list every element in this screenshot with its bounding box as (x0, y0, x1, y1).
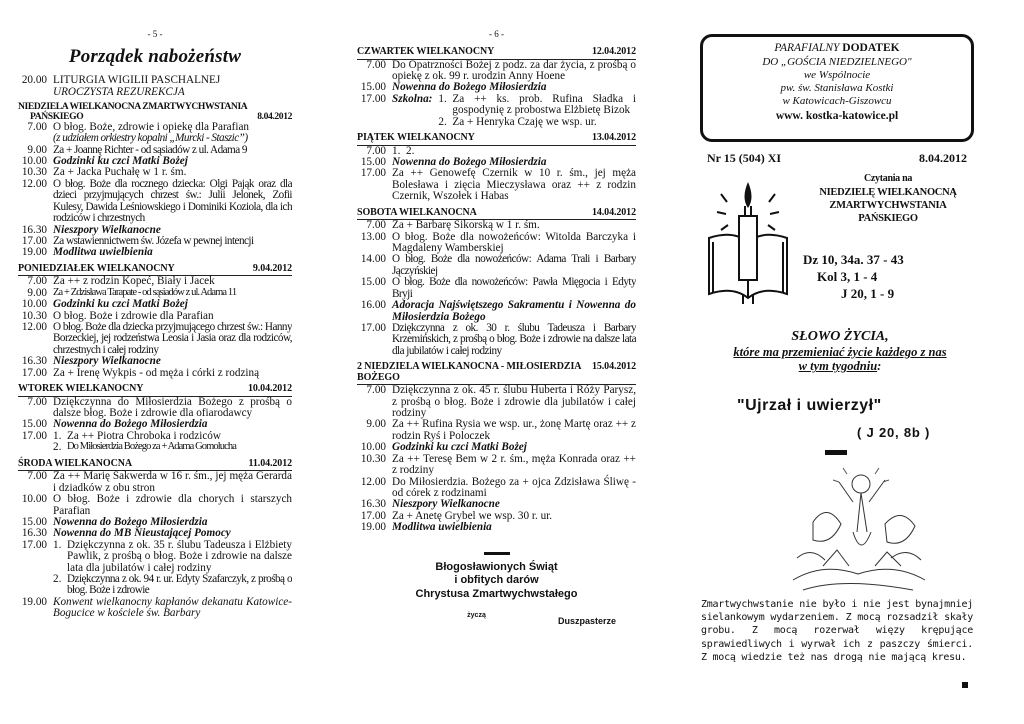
mass-entry (18, 356, 292, 367)
mass-time: 7.00 (366, 219, 386, 232)
day-date: 11.04.2012 (248, 457, 292, 469)
bible-candle-icon (703, 176, 793, 308)
mass-sub-entry (438, 94, 636, 117)
day-header (357, 362, 636, 385)
mass-intention: Godzinki ku czci Matki Bożej (53, 298, 188, 311)
mass-time: 17.00 (21, 235, 47, 247)
mass-intention: Nieszpory Wielkanocne (53, 223, 161, 236)
day-title: CZWARTEK WIELKANOCNY (357, 46, 495, 57)
middle-page (357, 0, 636, 724)
mass-time: 17.00 (360, 321, 386, 334)
mass-time: 12.00 (21, 321, 47, 334)
page-number-left: - 5 - (147, 29, 163, 39)
day-header (18, 102, 292, 122)
mass-time: 15.00 (360, 155, 386, 168)
mass-time: 17.00 (360, 167, 386, 180)
mass-intention: Za ++ Piotra Chroboka i rodziców (67, 429, 221, 442)
sub-number: 2. (438, 115, 447, 128)
mass-intention: O błog. Boże dla nowożeńców: Adama Trali i Barbary Jączyńskiej (392, 253, 636, 277)
mass-time: 19.00 (21, 246, 47, 259)
mass-time: 7.00 (366, 144, 386, 157)
day-title: PIĄTEK WIELKANOCNY (357, 132, 475, 144)
mass-entry (18, 368, 292, 379)
mass-intention: Nowenna do Bożego Miłosierdzia (53, 418, 208, 431)
mass-intention: Nowenna do Bożego Miłosierdzia (53, 515, 208, 528)
mass-entry (357, 522, 636, 533)
day-date: 10.04.2012 (247, 383, 292, 395)
mass-intention: Adoracja Najświętszego Sakramentu i Nowenna do Miłosierdzia Bożego (392, 299, 636, 323)
reading-ref-1: Dz 10, 34a. 37 - 43 (803, 252, 904, 267)
mass-intention: Za ++ Genowefę Czernik w 10 r. śm., jej męża Bolesława i zięcia Mieczysława oraz ++ z rodzin Czernik, Wszołek i Habas (392, 167, 636, 203)
mass-intention: Dziękczynna z ok. 35 r. ślubu Tadeusza i Elżbiety Pawlik, z prośbą o błog. Boże i zdrowie na dalsze lata dla jubilatów i całej rodziny (67, 538, 292, 574)
mass-lead: Szkolna: (392, 92, 433, 105)
mass-entry (357, 94, 636, 128)
mass-intention: Dziękczynna z ok. 30 r. ślubu Tadeusza i Barbary Krzemińskich, z prośbą o błog. Boże i zdrowie na dalsze lata dla jubilatów i całej rodziny (392, 321, 636, 357)
signature: Duszpasterze (557, 616, 616, 627)
page-number-middle: - 6 - (489, 29, 504, 39)
masthead-line-1 (703, 42, 971, 56)
wishes-from: życzą (467, 611, 486, 619)
mass-entry (18, 397, 292, 420)
mass-intention: Nieszpory Wielkanocne (53, 355, 161, 368)
left-page (18, 0, 292, 724)
mass-intention: Za + Henryka Czaję we wsp. ur. (452, 115, 597, 128)
sub-number: 1. (53, 429, 62, 442)
mass-intention: O błog. Boże, zdrowie i opiekę dla Parafian (53, 120, 250, 133)
day-title: NIEDZIELA WIELKANOCNA ZMARTWYCHWSTANIA (18, 101, 248, 113)
mass-time: 20.00 (21, 74, 47, 87)
mass-intention: Za + Zdzisława Tarapate - od sąsiadów z ul. Adama 11 (53, 286, 237, 298)
readings-heading (793, 173, 983, 225)
mass-intention: Za ++ Teresę Bem w 2 r. śm., męża Konrada oraz ++ z rodziny (392, 452, 636, 477)
mass-intention: O błog. Boże dla nowożeńców: Witolda Barczyka i Magdaleny Wamberskiej (392, 230, 636, 254)
mass-time: 17.00 (360, 92, 386, 105)
masthead-line-5: w Katowicach-Giszowcu (782, 95, 892, 108)
mass-intention: Za ++ Rufina Rysia we wsp. ur., żonę Martę oraz ++ z rodzin Ryś i Poloczek (392, 418, 636, 442)
mass-entry (357, 419, 636, 442)
reading-ref-2: Kol 3, 1 - 4 (817, 268, 878, 284)
mass-time: 17.00 (21, 429, 47, 442)
mass-intention: UROCZYSTA REZUREKCJA (53, 85, 185, 98)
readings-line-2: NIEDZIELĘ WIELKANOCNĄ (819, 186, 957, 198)
mass-time: 15.00 (21, 515, 47, 528)
mass-time: 10.00 (21, 155, 47, 168)
mass-sub-entry (53, 442, 292, 453)
day-title: SOBOTA WIELKANOCNA (357, 206, 477, 218)
wish-line-2: i obfitych darów (454, 574, 539, 587)
mass-time: 17.00 (21, 366, 47, 379)
mass-entry (357, 300, 636, 323)
word-of-life-title: SŁOWO ŻYCIA, (791, 329, 889, 344)
mass-intention: Za wstawiennictwem św. Józefa w pewnej intencji (53, 235, 254, 247)
wish-line-3: Chrystusa Zmartwychwstałego (415, 588, 578, 601)
word-of-life-colon: : (877, 359, 882, 374)
left-schedule (18, 75, 292, 619)
mass-intention: Modlitwa uwielbienia (53, 246, 153, 259)
mass-time: 16.00 (360, 299, 386, 312)
mass-entry (357, 220, 636, 231)
mass-entry (357, 277, 636, 300)
resurrection-illustration (783, 462, 933, 592)
mass-intention: 2. (406, 144, 415, 157)
mass-entry (18, 133, 292, 144)
mass-intention: Dziękczynna z ok. 94 r. ur. Edyty Szafarczyk, z prośbą o błog. Boże i zdrowie (67, 573, 292, 597)
mass-intention: Za + Irenę Wykpis - od męża i córki z rodziną (53, 366, 260, 379)
masthead-box (700, 34, 974, 142)
mass-intention: Za + Anetę Grybel we wsp. 30 r. ur. (392, 509, 553, 522)
word-of-life-sub-1: które ma przemieniać życie każdego z nas (733, 345, 947, 360)
mass-intention: (z udziałem orkiestry kopalni „Murcki - Staszic”) (53, 132, 248, 145)
sub-number: 2. (53, 441, 62, 454)
easter-wishes (357, 561, 636, 602)
issue-date: 8.04.2012 (919, 151, 967, 165)
mass-intention: Do Opatrzności Bożej z podz. za dar życia, z prośbą o opiekę z ok. 99 r. urodzin Anny Hoene (392, 58, 636, 82)
divider-dash (484, 552, 510, 555)
masthead-bold: DODATEK (842, 42, 900, 54)
masthead-line-3: we Wspólnocie (803, 68, 871, 81)
mass-time: 17.00 (360, 509, 386, 522)
mass-time: 13.00 (360, 230, 386, 243)
mass-time: 12.00 (360, 475, 386, 488)
reading-ref-3: J 20, 1 - 9 (841, 285, 895, 301)
masthead-prefix: PARAFIALNY (774, 42, 840, 54)
day-title: WTOREK WIELKANOCNY (18, 383, 144, 395)
day-title: ŚRODA WIELKANOCNA (18, 457, 132, 469)
day-title-2: PAŃSKIEGO (30, 111, 84, 122)
readings-line-1: Czytania na (863, 173, 913, 184)
mass-time: 19.00 (360, 521, 386, 534)
mass-intention: Modlitwa uwielbienia (392, 521, 492, 534)
mass-time: 10.00 (21, 493, 47, 506)
right-page (695, 0, 985, 724)
day-header (357, 133, 636, 146)
sub-number: 2. (53, 573, 62, 586)
mass-intention: Za + Joannę Richter - od sąsiadów z ul. Adama 9 (53, 143, 247, 156)
day-title: PONIEDZIAŁEK WIELKANOCNY (18, 262, 175, 274)
mass-intention: Nowenna do Bożego Miłosierdzia (392, 81, 547, 94)
mass-intention: Dziękczynna z ok. 45 r. ślubu Huberta i Róży Parysz, z prośbą o błog. Boże i zdrowie dla jubilatów i całej rodziny (392, 384, 636, 420)
mass-time: 17.00 (21, 538, 47, 551)
mass-intention: Za + Jacka Puchałę w 1 r. śm. (53, 166, 187, 179)
mass-time: 10.00 (21, 298, 47, 311)
mass-entry (357, 477, 636, 500)
mass-entry (18, 494, 292, 517)
mass-intention: Dziękczynna do Miłosierdzia Bożego z prośbą o dalsze błog. Boże i zdrowie dla ofiarodawcy (53, 395, 292, 420)
word-of-life (695, 329, 985, 374)
mass-entry (357, 323, 636, 357)
mass-intention: Za + Barbarę Sikorską w 1 r. śm. (392, 219, 540, 232)
mass-time: 9.00 (366, 418, 386, 431)
mass-time: 15.00 (360, 81, 386, 94)
mass-time: 14.00 (360, 253, 386, 266)
mass-intention: LITURGIA WIGILII PASCHALNEJ (53, 74, 221, 87)
day-title: 2 NIEDZIELA WIELKANOCNA - MIŁOSIERDZIA BOŻEGO (357, 361, 581, 383)
mass-time: 16.30 (21, 527, 47, 540)
sub-number: 1. (392, 144, 401, 157)
mass-intention: Nowenna do MB Nieustającej Pomocy (53, 527, 231, 540)
mass-sub-entry (53, 574, 292, 597)
mass-time: 16.30 (21, 355, 47, 368)
mass-intention: O błog. Boże dla rocznego dziecka: Olgi Pająk oraz dla dzieci przyjmujących chrzest św.: Julii Jelonek, Zofii Kulesy, Dawida Leśniowskiego i Dominiki Koziola, dla ich rodziców i chrzestnych (53, 177, 292, 225)
title-dash (825, 450, 847, 455)
mass-time: 7.00 (27, 120, 47, 133)
mass-entry (357, 232, 636, 255)
mass-entry (357, 60, 636, 83)
mass-time: 7.00 (366, 58, 386, 71)
masthead-line-4: pw. św. Stanisława Kostki (780, 82, 894, 95)
day-date: 13.04.2012 (591, 132, 636, 144)
mass-intention: Za ++ ks. prob. Rufina Sładka i gospodynię z probostwa Elżbietę Bizok (452, 92, 636, 117)
readings-refs (803, 252, 963, 303)
mass-intention: O błog. Boże i zdrowie dla Parafian (53, 309, 214, 322)
mass-time: 12.00 (21, 177, 47, 190)
quote-ref: ( J 20, 8b ) (857, 425, 931, 440)
mass-entry (18, 299, 292, 310)
issue-number: Nr 15 (504) XI (707, 151, 782, 165)
mass-intention: Nowenna do Bożego Miłosierdzia (392, 155, 547, 168)
mass-time: 16.30 (21, 223, 47, 236)
mass-time: 7.00 (366, 384, 386, 397)
mass-intention: Do Miłosierdzia. Bożego za + ojca Zdzisława Śliwę - od córek z rodzinami (392, 475, 636, 499)
word-of-life-sub-2-wrap (695, 359, 985, 373)
day-header (18, 384, 292, 397)
mass-intention: O błog. Boże i zdrowie dla chorych i starszych Parafian (53, 493, 292, 517)
mass-time: 15.00 (21, 418, 47, 431)
schedule-title: Porządek nabożeństw (68, 46, 242, 67)
wish-line-1: Błogosławionych Świąt (435, 560, 558, 573)
mass-intention: O błog. Boże dla dziecka przyjmującego chrzest św.: Hanny Borzeckiej, jej rodzeństwa Leosia i Jasia oraz dla rodziców, chrzestnych i całej rodziny (53, 321, 292, 356)
mass-time: 7.00 (27, 470, 47, 483)
quote-text: Zmartwychwstanie nie było i nie jest bynajmniej sielankowym wydarzeniem. Z mocą rozsadził skały grobu. Z mocą rozerwał więzy krępujące sprawiedliwych i wyrwał ich z paszczy śmierci. Z mocą wiedzie też nas drogą nie mającą kresu. (701, 599, 973, 663)
mass-entry (357, 385, 636, 419)
mass-intention: Za ++ z rodzin Kopeć, Biały i Jacek (53, 275, 215, 288)
readings-line-3: ZMARTWYCHWSTANIA (829, 199, 947, 211)
mass-time: 7.00 (27, 395, 47, 408)
mass-entry (18, 322, 292, 356)
mass-time: 9.00 (27, 143, 47, 156)
mass-entry (18, 179, 292, 225)
readings-line-4: PAŃSKIEGO (858, 212, 918, 224)
parish-website: www. kostka-katowice.pl (775, 109, 899, 122)
mass-time: 10.30 (21, 166, 47, 179)
mass-time: 10.30 (21, 309, 47, 322)
sub-number: 1. (53, 538, 62, 551)
quote-title: "Ujrzał i uwierzył" (737, 397, 882, 414)
mass-intention: Za ++ Marię Sakwerda w 16 r. śm., jej męża Gerarda i dziadków z obu stron (53, 470, 292, 494)
day-date: 14.04.2012 (591, 206, 636, 218)
mass-entry (18, 597, 292, 620)
middle-schedule (357, 47, 636, 534)
mass-entry (18, 87, 292, 98)
mass-sub-entry (53, 540, 292, 574)
mass-intention: Godzinki ku czci Matki Bożej (53, 155, 188, 168)
mass-time: 15.00 (360, 276, 386, 289)
mass-intention: Nieszpory Wielkanocne (392, 498, 500, 511)
day-date: 15.04.2012 (591, 361, 636, 373)
mass-entry (18, 540, 292, 597)
masthead-line-2: DO „GOŚCIA NIEDZIELNEGO" (762, 55, 912, 68)
day-date: 9.04.2012 (252, 262, 292, 274)
mass-entry (18, 247, 292, 258)
mass-entry (18, 431, 292, 454)
mass-time: 10.00 (360, 441, 386, 454)
mass-time: 9.00 (27, 286, 47, 299)
mass-intention: Godzinki ku czci Matki Bożej (392, 441, 527, 454)
mass-entry (357, 168, 636, 202)
mass-entry (357, 454, 636, 477)
mass-intention: Do Miłosierdzia Bożego za + Adama Gomolucha (67, 441, 236, 453)
day-date: 8.04.2012 (257, 111, 292, 122)
mass-time: 19.00 (21, 595, 47, 608)
day-date: 12.04.2012 (591, 46, 636, 57)
sub-number: 1. (438, 92, 447, 105)
mass-entry (18, 471, 292, 494)
mass-time: 7.00 (27, 275, 47, 288)
mass-entry (357, 254, 636, 277)
issue-line (695, 152, 985, 164)
word-of-life-sub-2: w tym tygodniu (798, 359, 878, 374)
mass-time: 10.30 (360, 452, 386, 465)
mass-intention: Konwent wielkanocny kapłanów dekanatu Katowice-Bogucice w kościele św. Barbary (53, 595, 292, 620)
mass-sub-entry (438, 117, 636, 128)
end-square-icon (962, 682, 968, 688)
day-header (357, 47, 636, 60)
mass-time: 16.30 (360, 498, 386, 511)
mass-intention: O błog. Boże dla nowożeńców: Pawła Mięgocia i Edyty Bryji (392, 276, 636, 300)
